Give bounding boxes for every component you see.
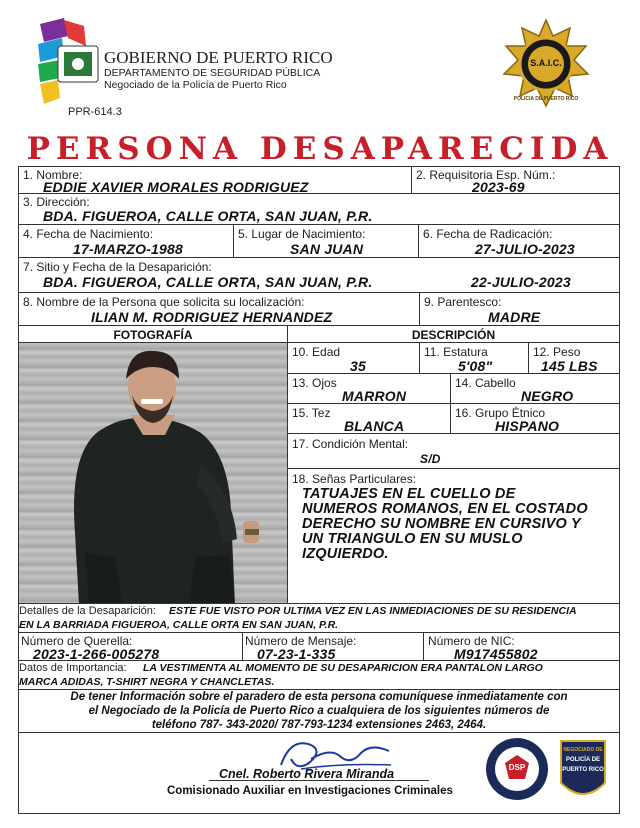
desc-marks-cell [287, 468, 620, 604]
desc-age-label: 10. Edad [292, 345, 341, 359]
field-relation-label: 9. Parentesco: [424, 295, 502, 309]
desc-hair-value: NEGRO [521, 388, 574, 404]
badge-text: S.A.I.C. [530, 58, 562, 68]
desc-header-label: DESCRIPCIÓN [411, 328, 496, 342]
field-birthplace-value: SAN JUAN [290, 241, 364, 257]
gov-logo [34, 16, 102, 106]
dept-name: DEPARTAMENTO DE SEGURIDAD PÚBLICA [104, 67, 321, 79]
mensaje-label: Número de Mensaje: [245, 634, 357, 648]
field-name-label: 1. Nombre: [23, 168, 83, 182]
importance-line2: MARCA ADIDAS, T-SHIRT NEGRA Y CHANCLETAS. [19, 676, 275, 688]
desc-marks-line: UN TRIANGULO EN SU MUSLO [302, 531, 523, 547]
field-requester-cell [18, 292, 420, 326]
field-address-value: BDA. FIGUEROA, CALLE ORTA, SAN JUAN, P.R. [43, 208, 373, 224]
details-cell [18, 603, 620, 633]
nic-label: Número de NIC: [428, 634, 515, 648]
dsp-seal-text: DSP [508, 763, 526, 772]
desc-hair-cell [450, 373, 620, 404]
desc-marks-line: DERECHO SU NOMBRE EN CURSIVO Y [302, 516, 581, 532]
desc-mental-value: S/D [420, 452, 441, 466]
details-line2: EN LA BARRIADA FIGUEROA, CALLE ORTA EN SAN JUAN, P.R. [19, 619, 339, 631]
importance-cell [18, 660, 620, 690]
field-birthplace-label: 5. Lugar de Nacimiento: [238, 227, 366, 241]
field-disappearance-value: BDA. FIGUEROA, CALLE ORTA, SAN JUAN, P.R. [43, 274, 373, 290]
desc-eyes-cell [287, 373, 451, 404]
form-code: PPR-614.3 [68, 106, 122, 118]
querella-cell [18, 632, 243, 661]
field-address-label: 3. Dirección: [23, 195, 90, 209]
mensaje-cell [242, 632, 424, 661]
field-relation-cell [419, 292, 620, 326]
nic-value: M917455802 [454, 646, 538, 662]
saic-badge [500, 18, 592, 110]
desc-ethnic-cell [450, 403, 620, 434]
field-disappearance-cell [18, 257, 620, 293]
field-req-label: 2. Requisitoria Esp. Núm.: [416, 168, 556, 182]
field-name-cell [18, 166, 412, 194]
notice-line2: el Negociado de la Policía de Puerto Rico a cualquiera de los siguientes números de [88, 705, 550, 717]
desc-height-cell [419, 342, 529, 374]
field-address-cell [18, 193, 620, 225]
desc-eyes-value: MARRON [342, 388, 407, 404]
field-requester-value: ILIAN M. RODRIGUEZ HERNANDEZ [91, 309, 333, 325]
signature-name: Cnel. Roberto Rivera Miranda [219, 767, 395, 781]
nic-cell [423, 632, 620, 661]
querella-label: Número de Querella: [21, 634, 133, 648]
desc-weight-cell [528, 342, 620, 374]
field-filed-label: 6. Fecha de Radicación: [423, 227, 553, 241]
desc-eyes-label: 13. Ojos [292, 376, 337, 390]
field-birthplace-cell [233, 224, 419, 258]
signature-title: Comisionado Auxiliar en Investigaciones Criminales [167, 785, 453, 797]
querella-value: 2023-1-266-005278 [33, 646, 160, 662]
desc-weight-value: 145 LBS [541, 358, 598, 374]
negociado-top: NEGOCIADO DE [563, 747, 603, 753]
desc-height-value: 5'08" [458, 358, 493, 374]
field-birthdate-value: 17-MARZO-1988 [73, 241, 183, 257]
desc-header [287, 325, 620, 343]
desc-skin-value: BLANCA [344, 418, 405, 434]
desc-age-cell [287, 342, 420, 374]
division-name: Negociado de la Policía de Puerto Rico [104, 79, 287, 91]
desc-ethnic-value: HISPANO [495, 418, 560, 434]
page-title: PERSONA DESAPARECIDA [26, 131, 614, 167]
org-name: GOBIERNO DE PUERTO RICO [104, 48, 333, 67]
person-photo [18, 342, 288, 604]
notice-line3: teléfono 787- 343-2020/ 787-793-1234 extensiones 2463, 2464. [151, 719, 487, 731]
photo-header [18, 325, 288, 343]
badge-ring-text: POLICIA DE PUERTO RICO [513, 96, 579, 102]
desc-marks-line: NUMEROS ROMANOS, EN EL COSTADO [302, 501, 588, 517]
details-label: Detalles de la Desaparición: [19, 605, 156, 617]
field-req-cell [411, 166, 620, 194]
importance-line1: LA VESTIMENTA AL MOMENTO DE SU DESAPARICION ERA PANTALON LARGO [143, 662, 543, 674]
desc-ethnic-label: 16. Grupo Étnico [455, 406, 546, 420]
details-line1: ESTE FUE VISTO POR ULTIMA VEZ EN LAS INMEDIACIONES DE SU RESIDENCIA [169, 605, 577, 617]
field-req-value: 2023-69 [472, 179, 525, 195]
signature-block [18, 732, 620, 814]
negociado-bot: PUERTO RICO [562, 767, 604, 773]
negociado-seal [557, 737, 609, 807]
dsp-seal [485, 737, 549, 801]
desc-marks-label: 18. Señas Particulares: [292, 472, 417, 486]
field-filed-cell [418, 224, 620, 258]
negociado-mid: POLICÍA DE [565, 757, 601, 763]
desc-skin-cell [287, 403, 451, 434]
field-requester-label: 8. Nombre de la Persona que solicita su localización: [23, 295, 305, 309]
desc-marks-line: TATUAJES EN EL CUELLO DE [302, 486, 516, 502]
desc-marks-line: IZQUIERDO. [302, 546, 389, 562]
field-birthdate-label: 4. Fecha de Nacimiento: [23, 227, 154, 241]
field-filed-value: 27-JULIO-2023 [475, 241, 575, 257]
desc-weight-label: 12. Peso [533, 345, 581, 359]
desc-height-label: 11. Estatura [424, 345, 488, 359]
desc-mental-label: 17. Condición Mental: [292, 437, 409, 451]
desc-hair-label: 14. Cabello [455, 376, 516, 390]
notice-cell [18, 689, 620, 733]
notice-line1: De tener Información sobre el paradero de esta persona comuníquese inmediatamente con [70, 691, 568, 703]
field-birthdate-cell [18, 224, 234, 258]
mensaje-value: 07-23-1-335 [257, 646, 336, 662]
desc-mental-cell [287, 433, 620, 469]
desc-skin-label: 15. Tez [292, 406, 331, 420]
importance-label: Datos de Importancia: [19, 662, 127, 674]
signature-line [209, 780, 429, 781]
desc-age-value: 35 [350, 358, 366, 374]
field-name-value: EDDIE XAVIER MORALES RODRIGUEZ [43, 179, 309, 195]
field-disappearance-label: 7. Sitio y Fecha de la Desaparición: [23, 260, 212, 274]
photo-header-label: FOTOGRAFÍA [113, 328, 193, 342]
field-disappearance-date: 22-JULIO-2023 [471, 274, 571, 290]
field-relation-value: MADRE [488, 309, 541, 325]
